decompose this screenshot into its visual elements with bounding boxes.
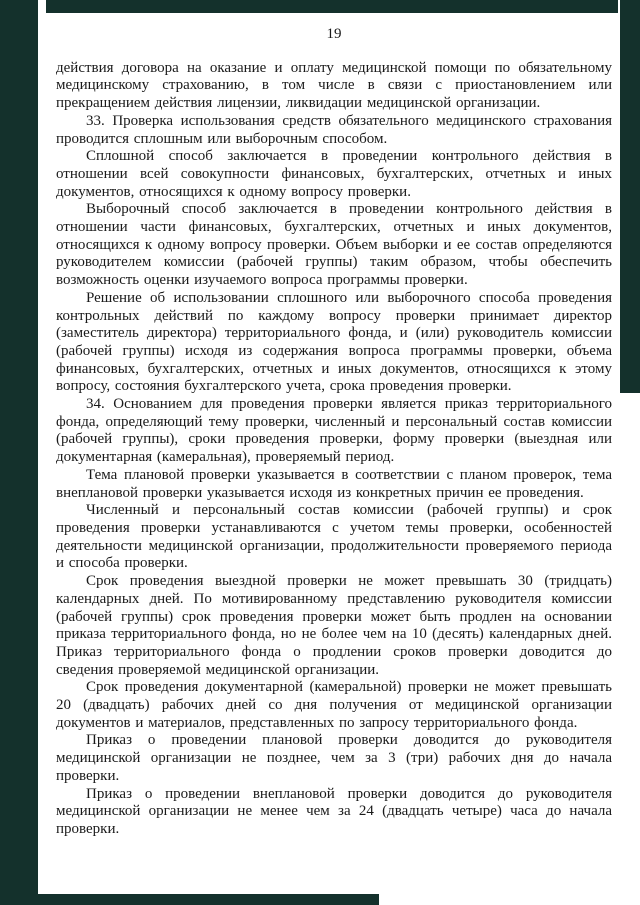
paragraph: Тема плановой проверки указывается в соответствии с планом проверок, тема внеплановой проверки указывается исходя из конкретных причин ее проведения. [56,466,612,501]
scan-border-left [0,0,38,905]
paragraph: Приказ о проведении внеплановой проверки доводится до руководителя медицинской организации не менее чем за 24 (двадцать четыре) часа до начала проверки. [56,785,612,837]
paragraph: Приказ о проведении плановой проверки доводится до руководителя медицинской организации не позднее, чем за 3 (три) рабочих дня до начала проверки. [56,732,612,784]
paragraph: Численный и персональный состав комиссии (рабочей группы) и срок проведения проверки устанавливаются с учетом темы проверки, особенностей деятельности медицинской организации, продолжительности проверяемого периода и способа проверки. [56,502,612,572]
paragraph: Срок проведения выездной проверки не может превышать 30 (тридцать) календарных дней. По мотивированному представлению руководителя комиссии (рабочей группы) срок проведения проверки может быть продлен на основании приказа территориального фонда, но не более чем на 10 (десять) календарных дней. Приказ территориального фонда о продлении сроков проверки доводится до сведения проверяемой медицинской организации. [56,573,612,678]
paragraph: Сплошной способ заключается в проведении контрольного действия в отношении всей совокупности финансовых, бухгалтерских, отчетных и иных документов, относящихся к одному вопросу проверки. [56,148,612,200]
scan-border-top [46,0,618,13]
scan-border-right [620,0,640,393]
paragraph: 34. Основанием для проведения проверки является приказ территориального фонда, определяющий тему проверки, численный и персональный состав комиссии (рабочей группы), сроки проведения проверки, форму проверки (выездная или документарная (камеральная), проверяемый период. [56,396,612,466]
paragraph: Решение об использовании сплошного или выборочного способа проведения контрольных действий по каждому вопросу проверки принимает директор (заместитель директора) территориального фонда, и (или) руководитель комиссии (рабочей группы) исходя из содержания вопроса программы проверки, объема финансовых, бухгалтерских, отчетных и иных документов, относящихся к этому вопросу, состояния бухгалтерского учета, срока проведения проверки. [56,289,612,395]
page-number: 19 [326,26,342,42]
paragraph: Срок проведения документарной (камеральной) проверки не может превышать 20 (двадцать) рабочих дней со дня получения от медицинской организации документов и материалов, представленных по запросу территориального фонда. [56,679,612,731]
paragraph: 33. Проверка использования средств обязательного медицинского страхования проводится сплошным или выборочным способом. [56,112,612,147]
paragraph: Выборочный способ заключается в проведении контрольного действия в отношении части финансовых, бухгалтерских, отчетных и иных документов, относящихся к одному вопросу проверки. Объем выборки и ее состав определяются руководителем комиссии (рабочей группы) таким образом, чтобы обеспечить возможность оценки изучаемого вопроса программы проверки. [56,201,612,289]
document-page [56,26,612,839]
paragraph: действия договора на оказание и оплату медицинской помощи по обязательному медицинскому страхованию, в том числе в связи с приостановлением или прекращением действия лицензии, ликвидации медицинской организации. [56,59,612,112]
scan-border-bottom [30,894,379,905]
